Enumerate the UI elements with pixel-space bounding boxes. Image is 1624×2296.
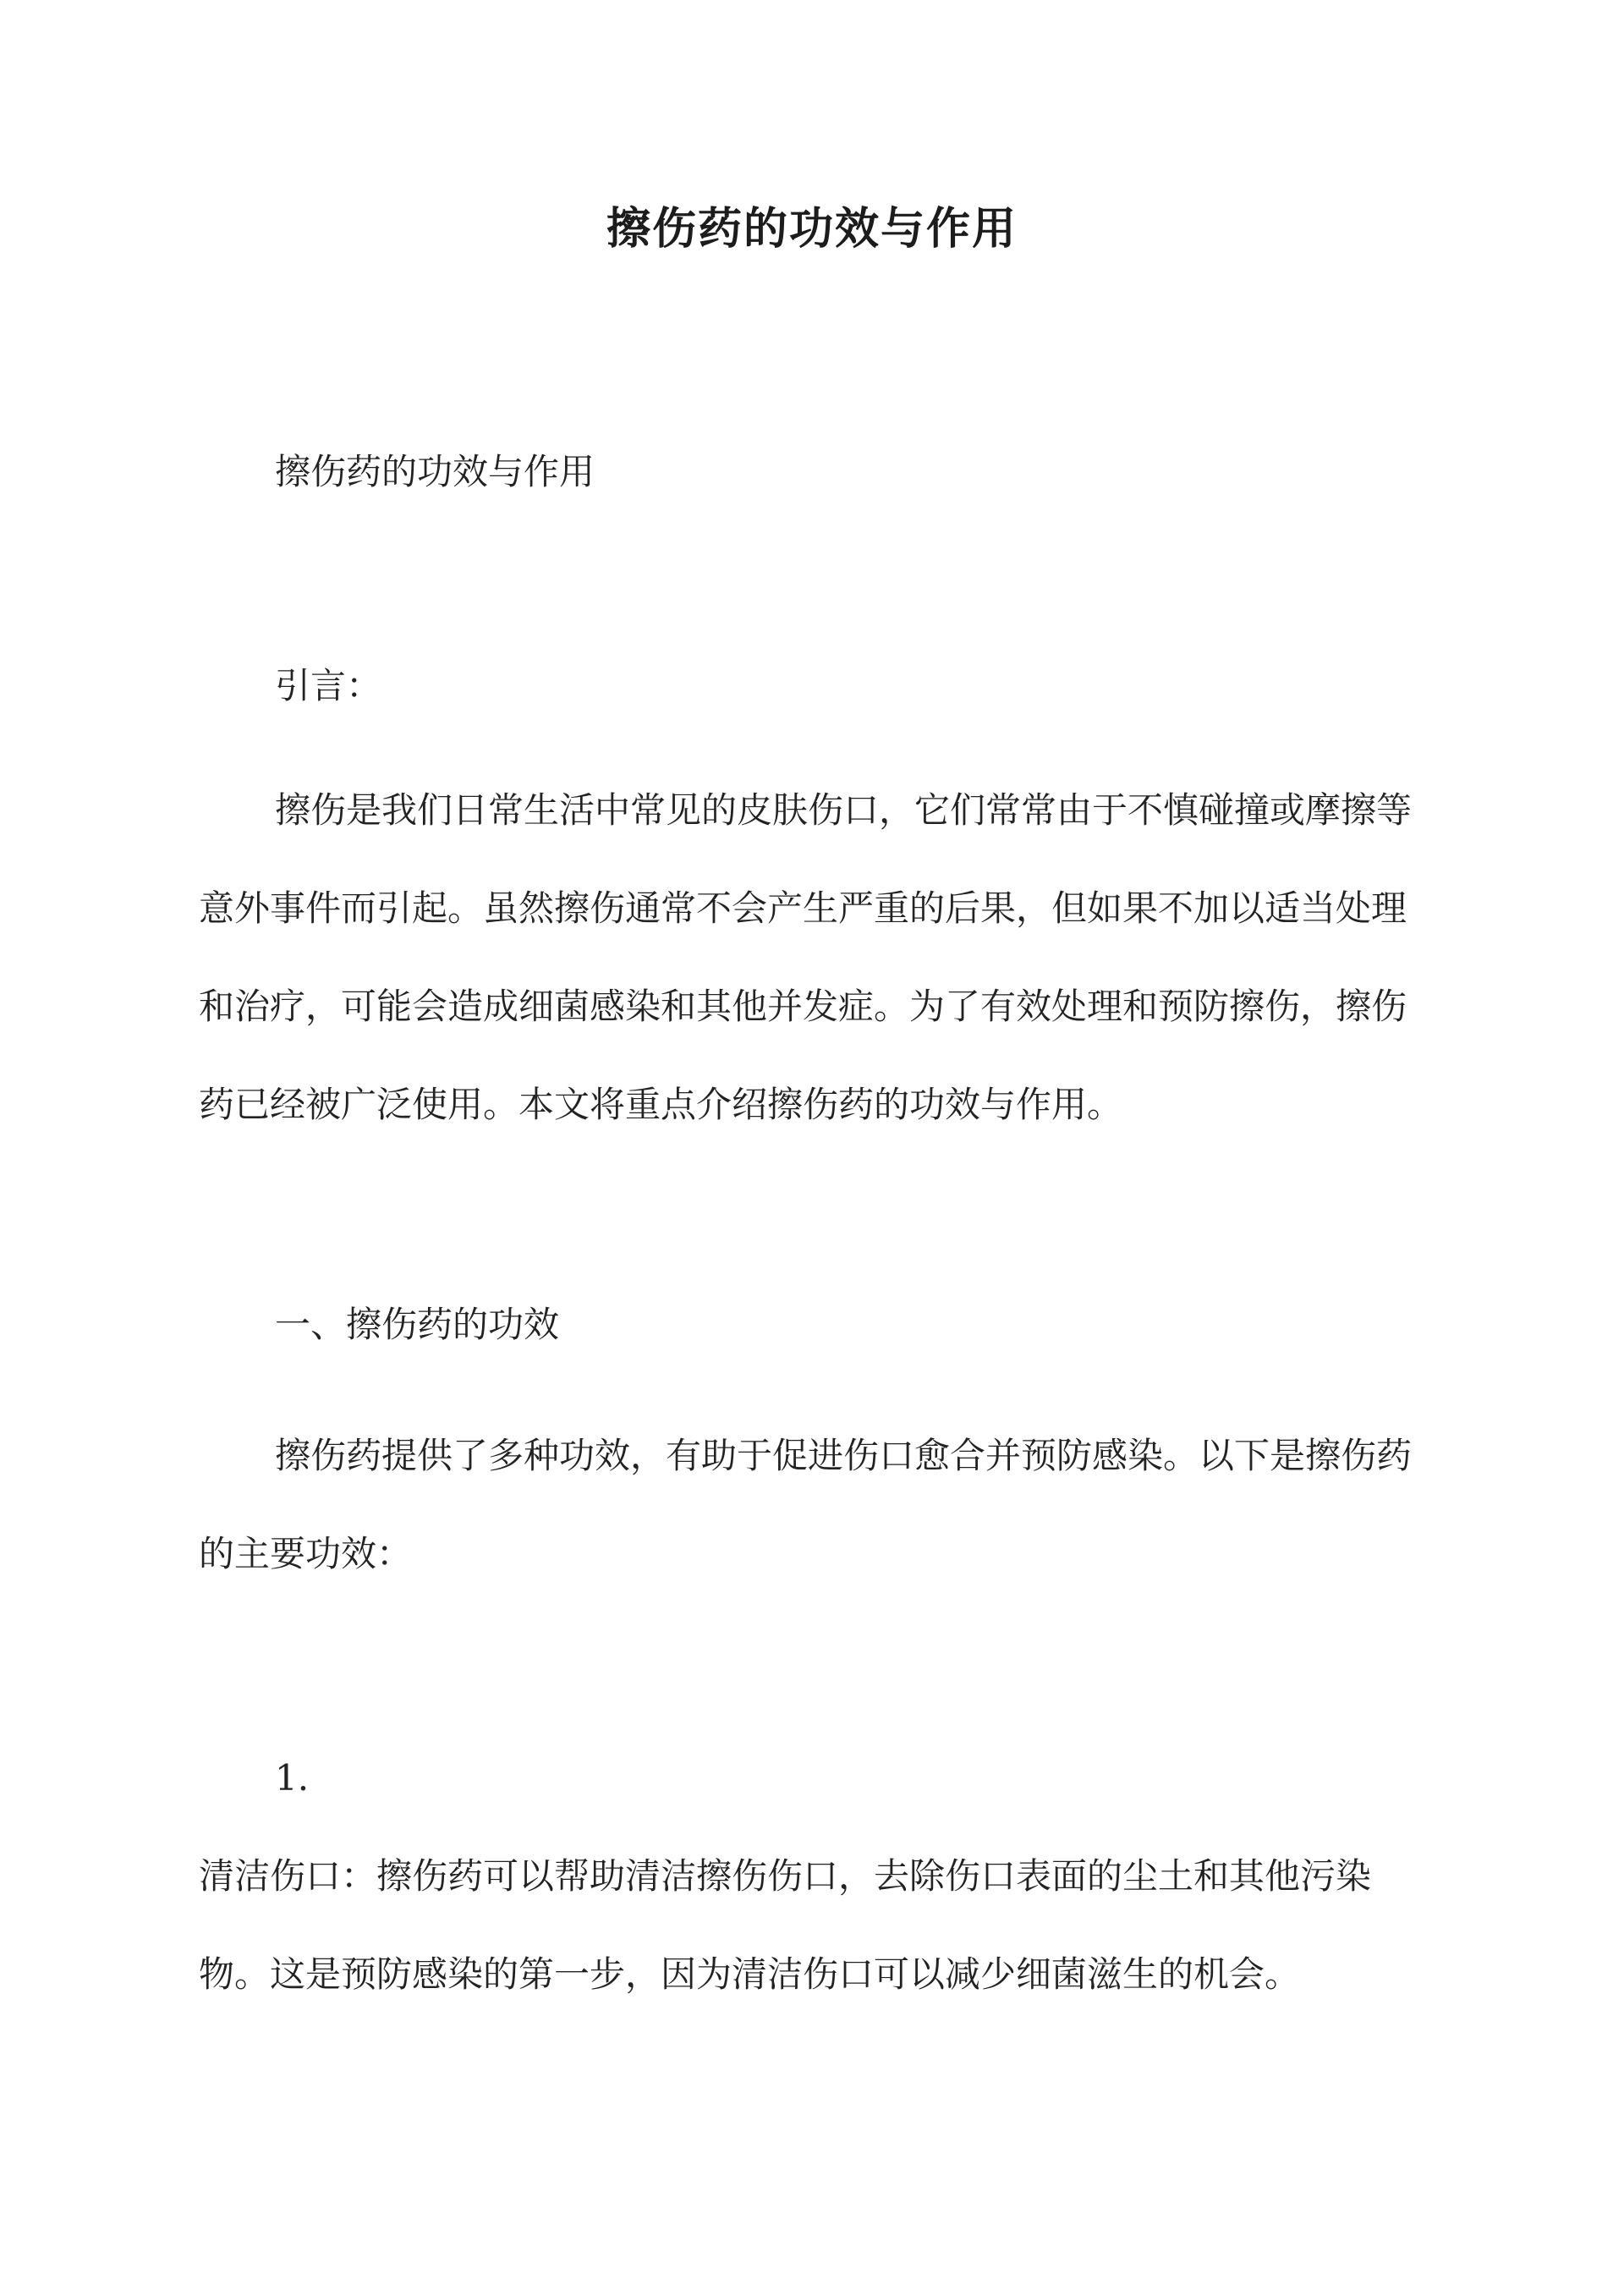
document-subtitle: 擦伤药的功效与作用 <box>275 451 595 492</box>
list-item-number: 1. <box>275 1757 310 1799</box>
document-title: 擦伤药的功效与作用 <box>606 203 1018 255</box>
intro-label: 引言： <box>275 665 382 706</box>
list-item-text: 清洁伤口：擦伤药可以帮助清洁擦伤伤口，去除伤口表面的尘土和其他污染物。这是预防感染的第一步，因为清洁伤口可以减少细菌滋生的机会。 <box>199 1855 1372 1995</box>
section-paragraph: 擦伤药提供了多种功效，有助于促进伤口愈合并预防感染。以下是擦伤药的主要功效： <box>199 1435 1413 1574</box>
intro-paragraph: 擦伤是我们日常生活中常见的皮肤伤口，它们常常由于不慎碰撞或摩擦等意外事件而引起。虽然擦伤通常不会产生严重的后果，但如果不加以适当处理和治疗，可能会造成细菌感染和其他并发症。为了有效处理和预防擦伤，擦伤药已经被广泛使用。本文将重点介绍擦伤药的功效与作用。 <box>199 789 1413 1125</box>
section-heading: 一、擦伤药的功效 <box>275 1304 560 1345</box>
